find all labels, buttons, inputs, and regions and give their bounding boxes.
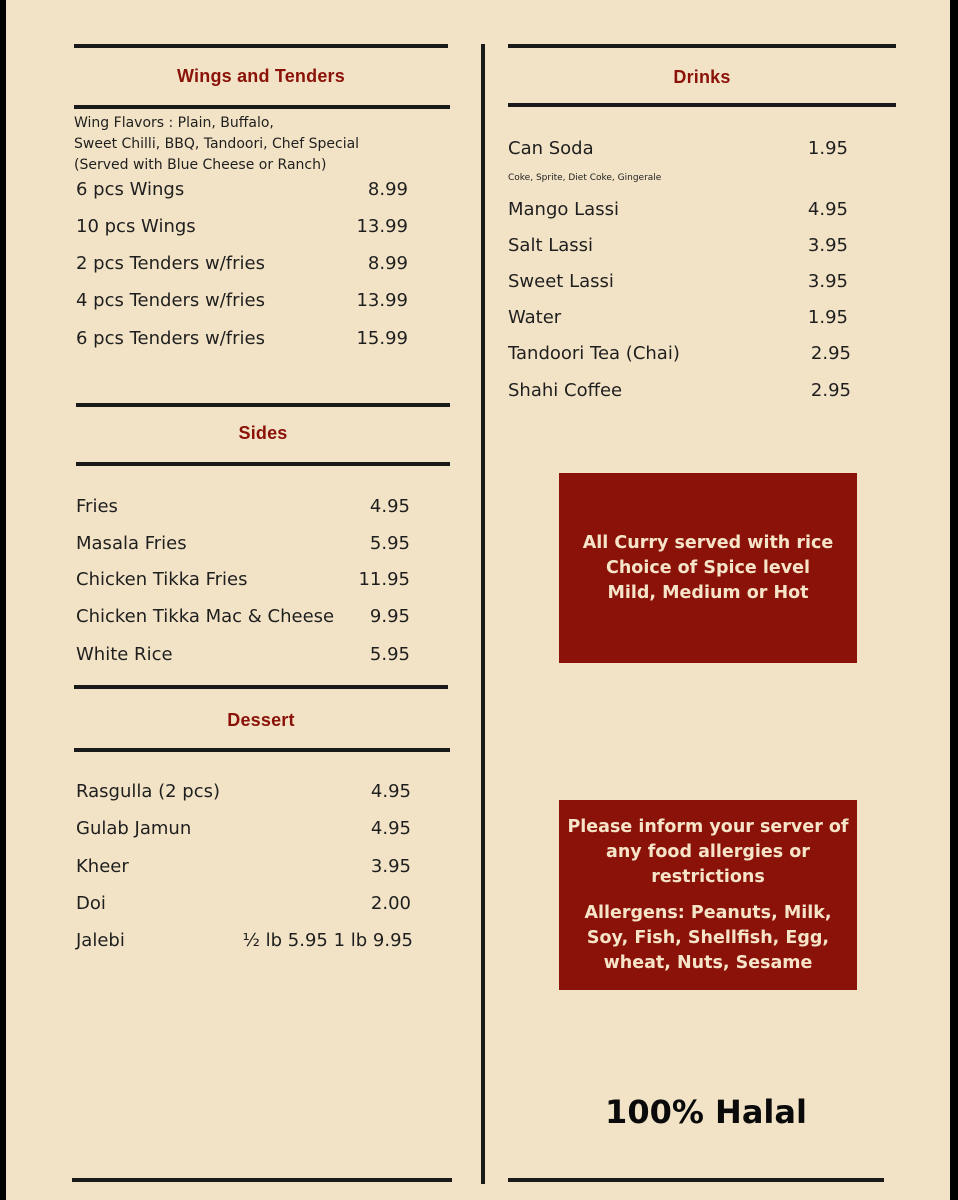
wings-item-price: 15.99: [356, 328, 408, 349]
drinks-heading: Drinks: [673, 67, 731, 87]
allergens-line: wheat, Nuts, Sesame: [603, 952, 813, 973]
soda-note: Coke, Sprite, Diet Coke, Gingerale: [508, 173, 662, 183]
rule-dessert-top: [74, 685, 448, 689]
drinks-item-name: Water: [508, 307, 562, 328]
drinks-item-price: 2.95: [810, 343, 851, 364]
sides-heading: Sides: [238, 423, 288, 443]
sides-item-price: 4.95: [369, 496, 410, 517]
dessert-item-name: Jalebi: [76, 930, 125, 951]
dessert-item-price: 4.95: [370, 781, 411, 802]
column-divider: [481, 44, 485, 1184]
curry-info-line: Choice of Spice level: [606, 557, 810, 578]
wings-item-name: 10 pcs Wings: [76, 216, 196, 237]
rule-right-footer: [508, 1178, 884, 1182]
drinks-item-name: Sweet Lassi: [508, 271, 614, 292]
dessert-heading: Dessert: [227, 710, 295, 730]
sides-item-price: 5.95: [369, 644, 410, 665]
drinks-item-name: Tandoori Tea (Chai): [508, 343, 680, 364]
drinks-item-name: Can Soda: [508, 138, 594, 159]
wings-heading: Wings and Tenders: [177, 66, 345, 86]
sides-item-name: Chicken Tikka Fries: [76, 569, 248, 590]
drinks-item-price: 3.95: [807, 271, 848, 292]
rule-wings-top: [74, 44, 448, 48]
dessert-item-name: Kheer: [76, 856, 129, 877]
drinks-item-name: Shahi Coffee: [508, 380, 623, 401]
wings-item-price: 8.99: [367, 253, 408, 274]
rule-dessert-bottom: [74, 748, 450, 752]
sides-item-name: Masala Fries: [76, 533, 187, 554]
allergens-line: Soy, Fish, Shellfish, Egg,: [586, 927, 830, 948]
rule-sides-bottom: [76, 462, 450, 466]
dessert-item-name: Rasgulla (2 pcs): [76, 781, 221, 802]
menu-page: [6, 0, 950, 1200]
drinks-item-price: 2.95: [810, 380, 851, 401]
rule-sides-top: [76, 403, 450, 407]
drinks-item-price: 3.95: [807, 235, 848, 256]
allergy-info-box: [559, 800, 857, 990]
dessert-item-price: 3.95: [370, 856, 411, 877]
dessert-item-name: Gulab Jamun: [76, 818, 192, 839]
dessert-item-price: 2.00: [370, 893, 411, 914]
wings-item-name: 4 pcs Tenders w/fries: [76, 290, 265, 311]
wing-flavors-line-2: Sweet Chilli, BBQ, Tandoori, Chef Special: [74, 136, 360, 152]
wing-flavors-line-1: Wing Flavors : Plain, Buffalo,: [74, 115, 274, 131]
rule-left-footer: [72, 1178, 452, 1182]
wings-item-price: 13.99: [356, 216, 408, 237]
wings-item-name: 6 pcs Wings: [76, 179, 185, 200]
sides-item-price: 9.95: [369, 606, 410, 627]
sides-item-name: Chicken Tikka Mac & Cheese: [76, 606, 335, 627]
drinks-item-price: 4.95: [807, 199, 848, 220]
wing-flavors-line-3: (Served with Blue Cheese or Ranch): [74, 157, 327, 173]
halal-label: 100% Halal: [605, 1093, 807, 1131]
sides-item-name: White Rice: [76, 644, 173, 665]
allergy-notice-line: any food allergies or: [606, 841, 810, 862]
sides-item-price: 5.95: [369, 533, 410, 554]
rule-wings-bottom: [74, 105, 450, 109]
dessert-item-name: Doi: [76, 893, 106, 914]
drinks-item-price: 1.95: [807, 307, 848, 328]
wings-item-price: 8.99: [367, 179, 408, 200]
dessert-item-price: ½ lb 5.95 1 lb 9.95: [242, 930, 413, 951]
sides-item-price: 11.95: [358, 569, 410, 590]
dessert-item-price: 4.95: [370, 818, 411, 839]
sides-item-name: Fries: [76, 496, 118, 517]
wings-item-name: 6 pcs Tenders w/fries: [76, 328, 265, 349]
wings-item-price: 13.99: [356, 290, 408, 311]
curry-info-box: [559, 473, 857, 663]
allergens-line: Allergens: Peanuts, Milk,: [584, 902, 832, 923]
curry-info-line: All Curry served with rice: [582, 532, 834, 553]
wings-item-name: 2 pcs Tenders w/fries: [76, 253, 265, 274]
allergy-notice-line: restrictions: [651, 866, 765, 887]
rule-drinks-bottom: [508, 103, 896, 107]
rule-drinks-top: [508, 44, 896, 48]
drinks-item-price: 1.95: [807, 138, 848, 159]
drinks-item-name: Mango Lassi: [508, 199, 619, 220]
allergy-notice-line: Please inform your server of: [567, 816, 849, 837]
curry-info-line: Mild, Medium or Hot: [607, 582, 809, 603]
drinks-item-name: Salt Lassi: [508, 235, 594, 256]
